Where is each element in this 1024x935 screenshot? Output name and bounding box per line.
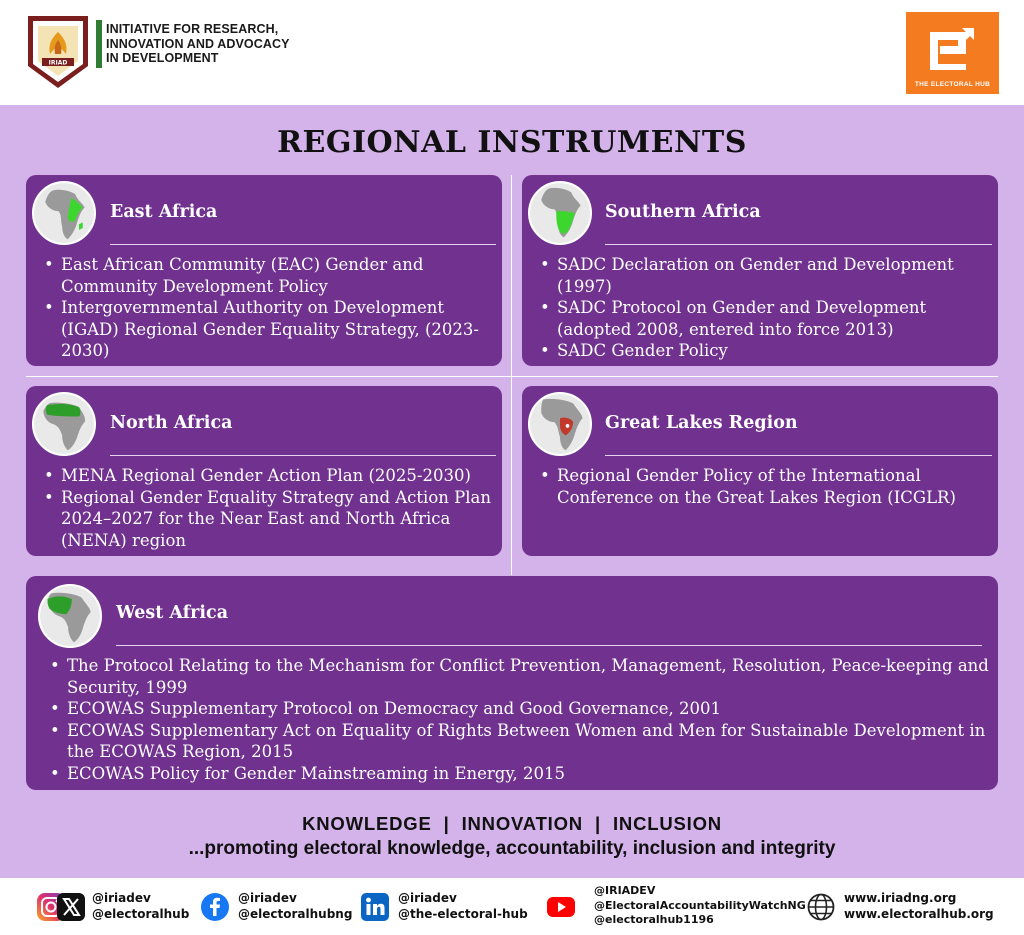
subtagline: ...promoting electoral knowledge, accountability, inclusion and integrity	[188, 838, 836, 859]
electoral-hub-logo	[906, 12, 999, 94]
org-name-line: INNOVATION AND ADVOCACY	[106, 36, 290, 51]
instrument-item: • ECOWAS Policy for Gender Mainstreaming in Energy, 2015	[50, 763, 994, 785]
region-rule	[110, 455, 496, 456]
instrument-list	[50, 655, 994, 784]
x-twitter-icon[interactable]	[56, 892, 86, 922]
region-name: East Africa	[110, 202, 218, 222]
instrument-list	[540, 465, 990, 508]
iriad-logo	[26, 14, 90, 90]
instrument-item: • Regional Gender Policy of the International Conference on the Great Lakes Region (ICGLR)	[540, 465, 990, 508]
website-link[interactable]: www.electoralhub.org	[844, 907, 994, 921]
main-panel	[0, 105, 1024, 878]
region-rule	[110, 244, 496, 245]
globe-icon[interactable]	[806, 892, 836, 922]
handle-text: @iriadev	[92, 891, 151, 905]
grid-divider-vertical	[511, 175, 512, 575]
footer-socials	[26, 878, 998, 935]
instrument-item: • The Protocol Relating to the Mechanism for Conflict Prevention, Management, Resolution, Peace-keeping and Security, 1999	[50, 655, 994, 698]
region-rule	[605, 455, 992, 456]
facebook-icon[interactable]	[200, 892, 230, 922]
social-linkedin[interactable]	[360, 878, 550, 935]
social-handles	[92, 890, 189, 922]
region-card-north-africa	[26, 386, 502, 556]
iriad-logo-text: IRIAD	[48, 59, 68, 67]
handle-text: @ElectoralAccountabilityWatchNG	[594, 898, 806, 912]
instrument-list	[44, 465, 494, 551]
instrument-list	[540, 254, 990, 362]
region-card-southern-africa	[522, 175, 998, 366]
north-africa-globe-icon	[32, 392, 96, 456]
region-name: North Africa	[110, 413, 233, 433]
website-link[interactable]: www.iriadng.org	[844, 891, 957, 905]
region-name: Southern Africa	[605, 202, 761, 222]
instrument-item: • East African Community (EAC) Gender and Community Development Policy	[44, 254, 494, 297]
instrument-item: • Intergovernmental Authority on Development (IGAD) Regional Gender Equality Strategy, (2023-2030)	[44, 297, 494, 362]
instrument-item: • ECOWAS Supplementary Act on Equality of Rights Between Women and Men for Sustainable Development in the ECOWAS Region, 2015	[50, 720, 994, 763]
region-rule	[116, 645, 982, 646]
social-handles	[398, 890, 528, 922]
tagline-separator: |	[594, 813, 601, 834]
great-lakes-globe-icon	[528, 392, 592, 456]
website-links	[844, 890, 994, 922]
electoral-hub-e-icon	[926, 26, 976, 74]
handle-text: @iriadev	[238, 891, 297, 905]
handle-text: @electoralhub1196	[594, 913, 714, 926]
page-title: REGIONAL INSTRUMENTS	[277, 125, 747, 160]
electoral-hub-logo-text: THE ELECTORAL HUB	[914, 81, 991, 88]
social-facebook[interactable]	[200, 878, 360, 935]
tagline-word: KNOWLEDGE	[302, 813, 432, 834]
region-card-east-africa	[26, 175, 502, 366]
social-handles	[238, 890, 352, 922]
tagline-word: INCLUSION	[612, 813, 722, 834]
region-rule	[605, 244, 992, 245]
instrument-list	[44, 254, 494, 362]
header	[0, 0, 1024, 105]
handle-text: @electoralhubng	[238, 907, 353, 921]
grid-divider-horizontal	[26, 376, 998, 377]
instrument-item: • SADC Gender Policy	[540, 340, 990, 362]
southern-africa-globe-icon	[528, 181, 592, 245]
youtube-icon[interactable]	[544, 892, 578, 922]
org-name	[106, 22, 290, 66]
instrument-item: • MENA Regional Gender Action Plan (2025-2030)	[44, 465, 494, 487]
region-card-west-africa	[26, 576, 998, 790]
social-instagram-x[interactable]	[36, 878, 206, 935]
logo-divider	[96, 20, 102, 68]
org-name-line: INITIATIVE FOR RESEARCH,	[106, 22, 279, 36]
tagline-separator: |	[443, 813, 450, 834]
west-africa-globe-icon	[38, 584, 102, 648]
region-name: Great Lakes Region	[605, 413, 798, 433]
handle-text: @iriadev	[398, 891, 457, 905]
handle-text: @IRIADEV	[594, 884, 656, 897]
social-web[interactable]	[806, 878, 998, 935]
region-name: West Africa	[116, 603, 229, 623]
instrument-item: • SADC Declaration on Gender and Development (1997)	[540, 254, 990, 297]
tagline-word: INNOVATION	[461, 813, 583, 834]
tagline	[0, 813, 1024, 835]
handle-text: @the-electoral-hub	[398, 907, 528, 921]
instrument-item: • ECOWAS Supplementary Protocol on Democracy and Good Governance, 2001	[50, 698, 994, 720]
region-card-great-lakes	[522, 386, 998, 556]
linkedin-icon[interactable]	[360, 892, 390, 922]
org-name-line: IN DEVELOPMENT	[106, 51, 219, 65]
social-handles	[594, 884, 806, 928]
instrument-item: • Regional Gender Equality Strategy and Action Plan 2024–2027 for the Near East and North Africa (NENA) region	[44, 487, 494, 552]
handle-text: @electoralhub	[92, 907, 190, 921]
social-youtube[interactable]	[544, 878, 804, 935]
east-africa-globe-icon	[32, 181, 96, 245]
instrument-item: • SADC Protocol on Gender and Development (adopted 2008, entered into force 2013)	[540, 297, 990, 340]
